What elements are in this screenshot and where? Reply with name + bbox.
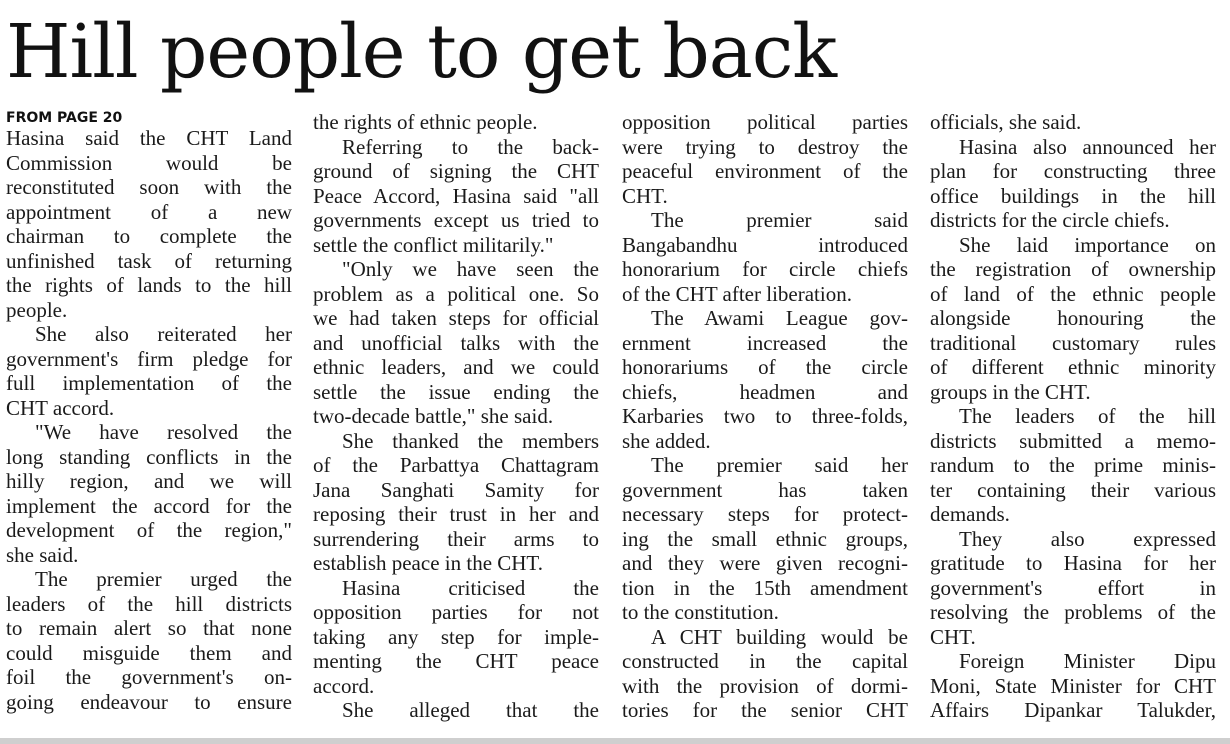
headline: Hill people to get back	[6, 9, 837, 95]
text-line: Moni, State Minister for CHT	[930, 673, 1216, 698]
text-line: necessary steps for protect-	[622, 502, 908, 526]
continuation-kicker: FROM PAGE 20	[6, 110, 123, 126]
text-line: surrendering their arms to	[313, 526, 599, 551]
text-line: alongside honouring the	[930, 306, 1216, 330]
text-line: chiefs, headmen and	[622, 379, 908, 404]
text-line: she added.	[622, 428, 711, 453]
text-line: resolving the problems of the	[930, 600, 1216, 624]
text-line: Hasina criticised the	[342, 575, 599, 600]
text-line: going endeavour to ensure	[6, 689, 292, 714]
text-line: She also reiterated her	[35, 322, 292, 346]
text-line: Referring to the back-	[342, 134, 599, 159]
text-line: establish peace in the CHT.	[313, 551, 543, 575]
page-bottom-rule	[0, 738, 1230, 744]
text-line: honorariums of the circle	[622, 355, 908, 379]
text-line: foil the government's on-	[6, 665, 292, 689]
text-line: of different ethnic minority	[930, 355, 1216, 379]
text-line: The premier said her	[651, 453, 908, 477]
text-line: They also expressed	[959, 526, 1216, 551]
text-line: governments except us tried to	[313, 208, 599, 232]
text-line: Bangabandhu introduced	[622, 232, 908, 257]
text-line: CHT accord.	[6, 395, 115, 420]
text-line: people.	[6, 297, 68, 322]
text-line: She laid importance on	[959, 232, 1216, 257]
text-line: tories for the senior CHT	[622, 698, 908, 722]
text-line: plan for constructing three	[930, 159, 1216, 183]
text-line: districts submitted a memo-	[930, 428, 1216, 453]
text-line: A CHT building would be	[651, 624, 908, 649]
text-line: Hasina said the CHT Land	[6, 126, 292, 150]
text-line: honorarium for circle chiefs	[622, 257, 908, 281]
text-line: implement the accord for the	[6, 493, 292, 518]
text-line: and unofficial talks with the	[313, 330, 599, 355]
text-line: peaceful environment of the	[622, 159, 908, 183]
text-line: unfinished task of returning	[6, 248, 292, 273]
text-line: opposition political parties	[622, 110, 908, 134]
text-line: constructed in the capital	[622, 649, 908, 673]
text-line: Hasina also announced her	[959, 134, 1216, 159]
text-line: Foreign Minister Dipu	[959, 649, 1216, 673]
text-line: reposing their trust in her and	[313, 502, 599, 526]
text-line: settle the conflict militarily."	[313, 232, 554, 257]
text-line: reconstituted soon with the	[6, 175, 292, 199]
text-line: opposition parties for not	[313, 600, 599, 624]
text-line: traditional customary rules	[930, 330, 1216, 355]
text-line: ernment increased the	[622, 330, 908, 355]
text-line: were trying to destroy the	[622, 134, 908, 159]
text-line: demands.	[930, 502, 1010, 526]
text-line: She thanked the members	[342, 428, 599, 453]
text-line: "Only we have seen the	[342, 257, 599, 281]
text-line: taking any step for imple-	[313, 624, 599, 649]
text-line: appointment of a new	[6, 199, 292, 224]
text-line: to the constitution.	[622, 600, 779, 624]
text-line: The Awami League gov-	[651, 306, 908, 330]
text-line: districts for the circle chiefs.	[930, 208, 1170, 232]
text-line: officials, she said.	[930, 110, 1082, 134]
text-line: Karbaries two to three-folds,	[622, 404, 908, 428]
text-line: government's effort in	[930, 575, 1216, 600]
text-line: leaders of the hill districts	[6, 591, 292, 616]
text-line: full implementation of the	[6, 371, 292, 395]
text-line: could misguide them and	[6, 640, 292, 665]
text-line: she said.	[6, 542, 79, 567]
text-line: long standing conflicts in the	[6, 444, 292, 469]
text-line: two-decade battle," she said.	[313, 404, 554, 428]
text-line: The premier said	[651, 208, 908, 232]
text-line: and they were given recogni-	[622, 551, 908, 575]
text-line: development of the region,"	[6, 518, 292, 542]
text-line: ethnic leaders, and we could	[313, 355, 599, 379]
text-line: "We have resolved the	[35, 420, 292, 444]
text-line: with the provision of dormi-	[622, 673, 908, 698]
text-line: problem as a political one. So	[313, 281, 599, 306]
text-line: of the CHT after liberation.	[622, 281, 852, 306]
article-column-1	[6, 110, 292, 714]
text-line: gratitude to Hasina for her	[930, 551, 1216, 575]
text-line: The premier urged the	[35, 567, 292, 591]
text-line: of land of the ethnic people	[930, 281, 1216, 306]
text-line: ground of signing the CHT	[313, 159, 599, 183]
text-line: the registration of ownership	[930, 257, 1216, 281]
text-line: menting the CHT peace	[313, 649, 599, 673]
text-line: government has taken	[622, 477, 908, 502]
text-line: accord.	[313, 673, 375, 698]
text-line: CHT.	[622, 183, 668, 208]
text-line: ter containing their various	[930, 477, 1216, 502]
text-line: office buildings in the hill	[930, 183, 1216, 208]
text-line: Commission would be	[6, 150, 292, 175]
text-line: Affairs Dipankar Talukder,	[930, 698, 1216, 722]
text-line: hilly region, and we will	[6, 469, 292, 493]
text-line: ing the small ethnic groups,	[622, 526, 908, 551]
text-line: chairman to complete the	[6, 224, 292, 248]
article-column-4	[930, 110, 1216, 723]
text-line: tion in the 15th amendment	[622, 575, 908, 600]
text-line: groups in the CHT.	[930, 379, 1091, 404]
text-line: government's firm pledge for	[6, 346, 292, 371]
text-line: CHT.	[930, 624, 976, 649]
text-line: randum to the prime minis-	[930, 453, 1216, 477]
text-line: to remain alert so that none	[6, 616, 292, 640]
text-line: the rights of ethnic people.	[313, 110, 538, 134]
text-line: She alleged that the	[342, 698, 599, 722]
article-column-3	[622, 110, 908, 723]
article-column-2	[313, 110, 599, 723]
text-line: we had taken steps for official	[313, 306, 599, 330]
text-line: the rights of lands to the hill	[6, 273, 292, 297]
text-line: The leaders of the hill	[959, 404, 1216, 428]
text-line: of the Parbattya Chattagram	[313, 453, 599, 477]
text-line: settle the issue ending the	[313, 379, 599, 404]
text-line: Jana Sanghati Samity for	[313, 477, 599, 502]
text-line: Peace Accord, Hasina said "all	[313, 183, 599, 208]
